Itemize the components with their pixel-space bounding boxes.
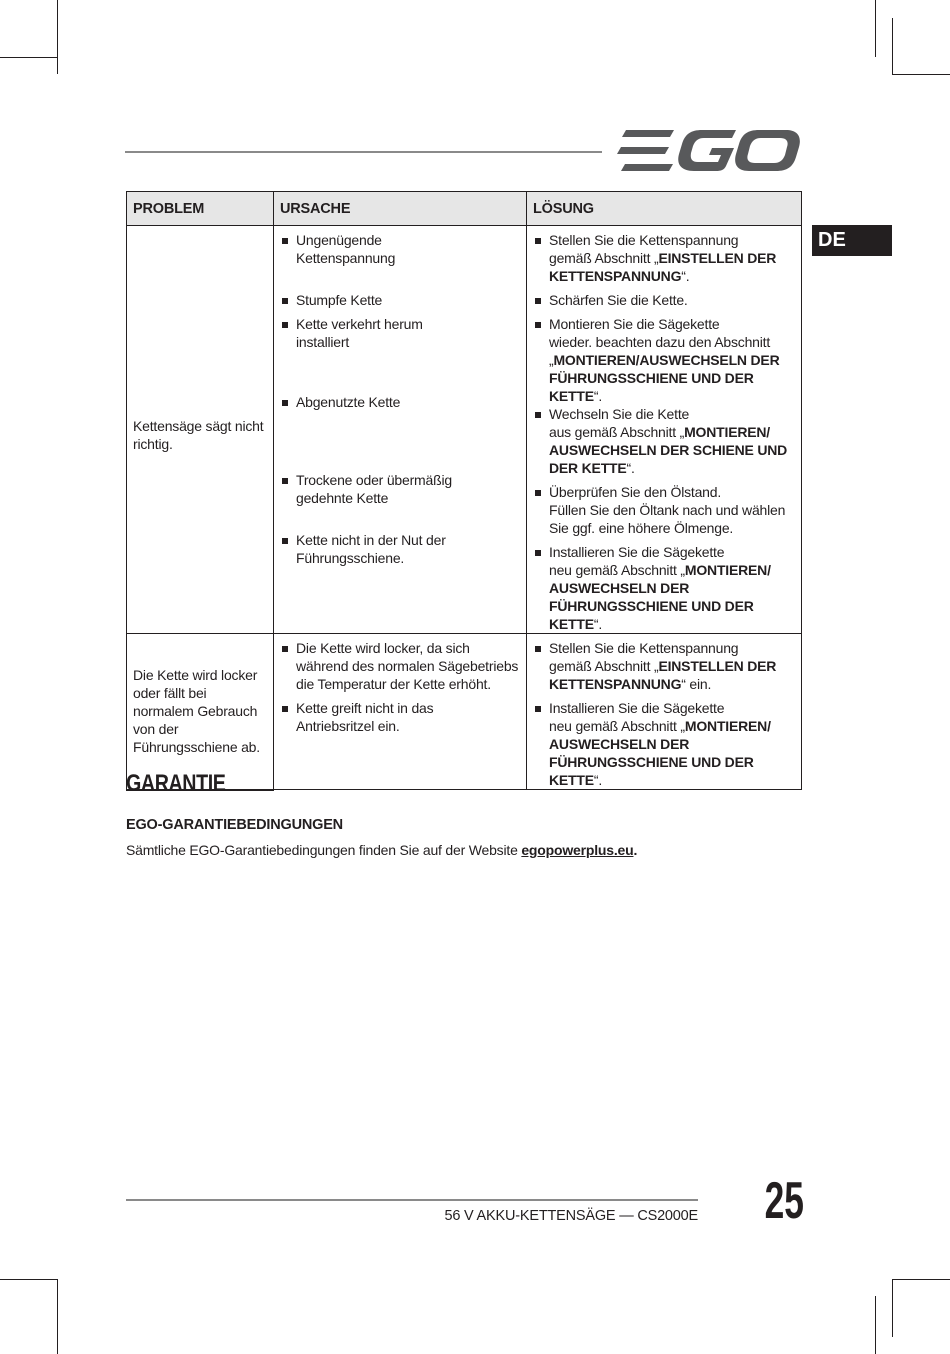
cause-line: Kette greift nicht in das [296,700,434,716]
solution-text: “. [593,616,603,632]
crop-mark [57,1279,58,1354]
solution-item [549,543,795,633]
solution-text: neu gemäß Abschnitt „ [549,718,685,734]
cause-item [296,699,520,771]
problem-cell [127,226,274,634]
section-subtitle: EGO-GARANTIEBEDINGUNGEN [126,817,343,833]
solution-text: “. [593,772,603,788]
solution-text: aus gemäß Abschnitt „ [549,424,685,440]
solution-text: Stellen Sie die Kettenspannung [549,232,739,248]
solution-item [549,639,795,699]
crop-mark [57,0,58,74]
link-suffix: . [633,842,638,858]
section-reference: MONTIEREN/ AUSWECHSELN DER FÜHRUNGSSCHIENE UND DER KETTE [549,718,771,788]
crop-mark [892,1279,893,1337]
solution-text: Montieren Sie die Sägekette [549,316,720,332]
solution-text: “. [593,388,603,404]
troubleshooting-table [126,191,802,791]
cause-line: Kette verkehrt herum [296,316,423,332]
cause-line: Trockene oder übermäßig [296,472,452,488]
solution-list [527,226,801,633]
cause-list [274,226,526,603]
crop-mark [892,74,950,75]
solution-list [527,634,801,789]
warranty-text [126,842,637,858]
section-reference: EINSTELLEN DER KETTENSPANNUNG [549,658,777,692]
section-reference: MONTIEREN/ AUSWECHSELN DER SCHIENE UND DER KETTE [549,424,788,476]
cause-line: die Temperatur der Kette erhöht. [296,676,491,692]
warranty-body: Sämtliche EGO-Garantiebedingungen finden Sie auf der Website [126,842,522,858]
solution-text: Schärfen Sie die Kette. [549,292,688,308]
header-rule [125,151,602,153]
solution-text: “. [681,268,690,284]
cause-item [296,393,520,471]
solution-text: gemäß Abschnitt „ [549,250,659,266]
cause-cell [274,226,527,634]
problem-text: Kettensäge sägt nicht richtig. [133,417,264,452]
solution-text: Füllen Sie den Öltank nach und wählen Sie ggf. eine höhere Ölmenge. [549,502,786,536]
column-header-problem: PROBLEM [127,192,274,226]
solution-cell [527,226,802,634]
cause-line: Ungenügende [296,232,382,248]
solution-item [549,483,795,543]
solution-item [549,699,795,789]
cause-item [296,639,520,699]
solution-text: gemäß Abschnitt „ [549,658,659,674]
cause-item [296,315,520,393]
solution-item [549,231,795,291]
problem-cell [127,634,274,790]
language-tab: DE [812,225,892,256]
footer-rule [126,1199,698,1201]
crop-mark [875,1296,876,1354]
cause-line: Stumpfe Kette [296,292,383,308]
cause-line: Kette nicht in der Nut der [296,532,446,548]
solution-item [549,315,795,405]
crop-mark [0,57,57,58]
cause-line: Kettenspannung [296,250,396,266]
solution-cell [527,634,802,790]
crop-mark [892,18,893,74]
cause-item [296,231,520,291]
cause-line: während des normalen Sägebetriebs [296,658,519,674]
crop-mark [892,1279,950,1280]
solution-text: „ [549,352,554,368]
table-row [127,226,802,634]
page-number: 25 [764,1172,804,1230]
solution-text: Installieren Sie die Sägekette [549,544,725,560]
crop-mark [0,1279,58,1280]
cause-line: Antriebsritzel ein. [296,718,400,734]
website-link[interactable]: egopowerplus.eu [521,842,634,858]
solution-text: Installieren Sie die Sägekette [549,700,725,716]
problem-text: Die Kette wird locker oder fällt bei normalem Gebrauch von der Führungsschiene ab. [133,667,260,756]
column-header-solution: LÖSUNG [527,192,802,226]
solution-text: wieder. beachten dazu den Abschnitt [549,334,771,350]
cause-list [274,634,526,771]
solution-text: Überprüfen Sie den Ölstand. [549,484,722,500]
cause-item [296,471,520,531]
section-title: GARANTIE [126,770,226,797]
solution-text: Wechseln Sie die Kette [549,406,690,422]
section-reference: MONTIEREN/ AUSWECHSELN DER FÜHRUNGSSCHIENE UND DER KETTE [549,562,771,632]
solution-item [549,405,795,483]
solution-text: “ ein. [681,676,712,692]
cause-item [296,291,520,315]
column-header-cause: URSACHE [274,192,527,226]
solution-text: “. [626,460,635,476]
table-row [127,634,802,790]
section-reference: MONTIEREN/AUSWECHSELN DER FÜHRUNGSSCHIENE UND DER KETTE [549,352,780,404]
ego-logo [616,129,800,172]
cause-cell [274,634,527,790]
cause-line: gedehnte Kette [296,490,389,506]
solution-item [549,291,795,315]
cause-line: Abgenutzte Kette [296,394,401,410]
solution-text: neu gemäß Abschnitt „ [549,562,685,578]
cause-item [296,531,520,603]
solution-text: Stellen Sie die Kettenspannung [549,640,739,656]
footer-product-name: 56 V AKKU-KETTENSÄGE — CS2000E [444,1208,698,1224]
crop-mark [875,0,876,57]
cause-line: Die Kette wird locker, da sich [296,640,470,656]
cause-line: Führungsschiene. [296,550,405,566]
table-header-row [127,192,802,226]
cause-line: installiert [296,334,350,350]
section-reference: EINSTELLEN DER KETTENSPANNUNG [549,250,777,284]
